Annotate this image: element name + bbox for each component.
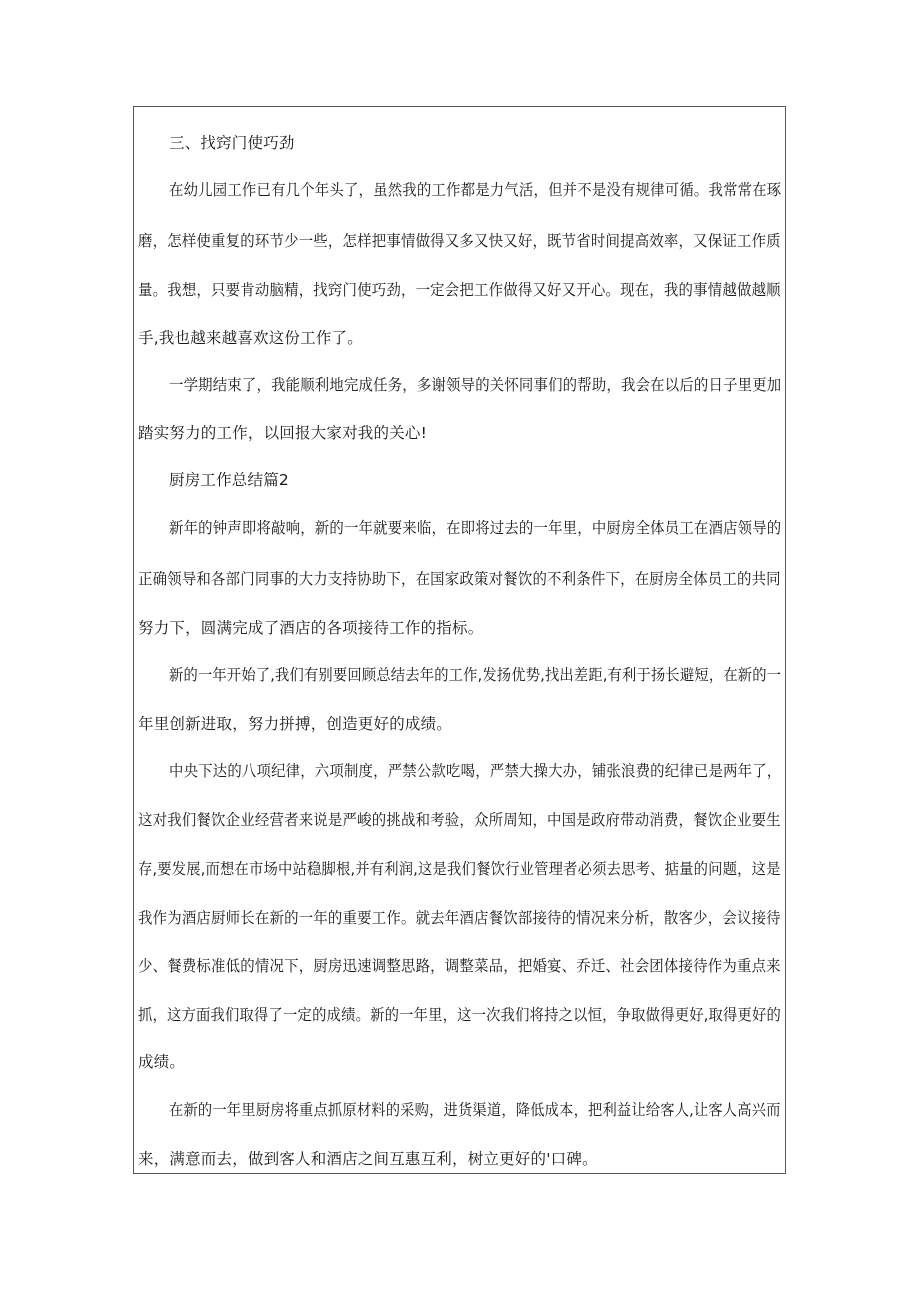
article-heading: 厨房工作总结篇2 [169, 471, 289, 489]
paragraph-line: 我作为酒店厨师长在新的一年的重要工作。就去年酒店餐饮部接待的情况来分析，散客少，会议接待 [138, 909, 781, 927]
paragraph-line: 新的一年开始了,我们有别要回顾总结去年的工作,发扬优势,找出差距,有利于扬长避短，在新的一 [169, 666, 782, 684]
paragraph-line: 在幼儿园工作已有几个年头了，虽然我的工作都是力气活，但并不是没有规律可循。我常常在琢 [169, 181, 782, 199]
paragraph-line: 来，满意而去，做到客人和酒店之间互惠互利，树立更好的'口碑。 [138, 1150, 598, 1168]
paragraph-line: 成绩。 [138, 1053, 186, 1071]
paragraph-line: 中央下达的八项纪律，六项制度，严禁公款吃喝，严禁大操大办，铺张浪费的纪律已是两年了， [169, 762, 782, 780]
paragraph-line: 手,我也越来越喜欢这份工作了。 [138, 329, 363, 347]
paragraph-line: 新年的钟声即将敲响，新的一年就要来临，在即将过去的一年里，中厨房全体员工在酒店领导的 [169, 519, 782, 537]
paragraph-line: 踏实努力的工作，以回报大家对我的关心! [138, 424, 428, 442]
paragraph-line: 磨，怎样使重复的环节少一些，怎样把事情做得又多又快又好，既节省时间提高效率，又保证工作质 [138, 232, 781, 250]
paragraph-line: 存,要发展,而想在市场中站稳脚根,并有利润,这是我们餐饮行业管理者必须去思考、掂量的问题，这是 [138, 860, 781, 878]
paragraph-line: 在新的一年里厨房将重点抓原材料的采购，进货渠道，降低成本，把利益让给客人,让客人高兴而 [169, 1101, 781, 1119]
paragraph-line: 正确领导和各部门同事的大力支持协助下，在国家政策对餐饮的不利条件下，在厨房全体员工的共同 [138, 570, 781, 588]
paragraph-line: 量。我想，只要肯动脑精，找窍门使巧劲，一定会把工作做得又好又开心。现在，我的事情越做越顺 [138, 281, 781, 299]
paragraph-line: 少、餐费标准低的情况下，厨房迅速调整思路，调整菜品，把婚宴、乔迁、社会团体接待作为重点来 [138, 957, 781, 975]
paragraph-line: 努力下，圆满完成了酒店的各项接待工作的指标。 [138, 619, 484, 637]
paragraph-line: 年里创新进取，努力拼搏，创造更好的成绩。 [138, 715, 453, 733]
paragraph-line: 一学期结束了，我能顺利地完成任务，多谢领导的关怀同事们的帮助，我会在以后的日子里更加 [169, 376, 782, 394]
section-heading: 三、找窍门使巧劲 [169, 134, 295, 152]
paragraph-line: 抓，这方面我们取得了一定的成绩。新的一年里，这一次我们将持之以恒，争取做得更好,取得更好的 [138, 1006, 781, 1024]
paragraph-line: 这对我们餐饮企业经营者来说是严峻的挑战和考验，众所周知，中国是政府带动消费，餐饮企业要生 [138, 811, 781, 829]
document-page [133, 106, 786, 1174]
